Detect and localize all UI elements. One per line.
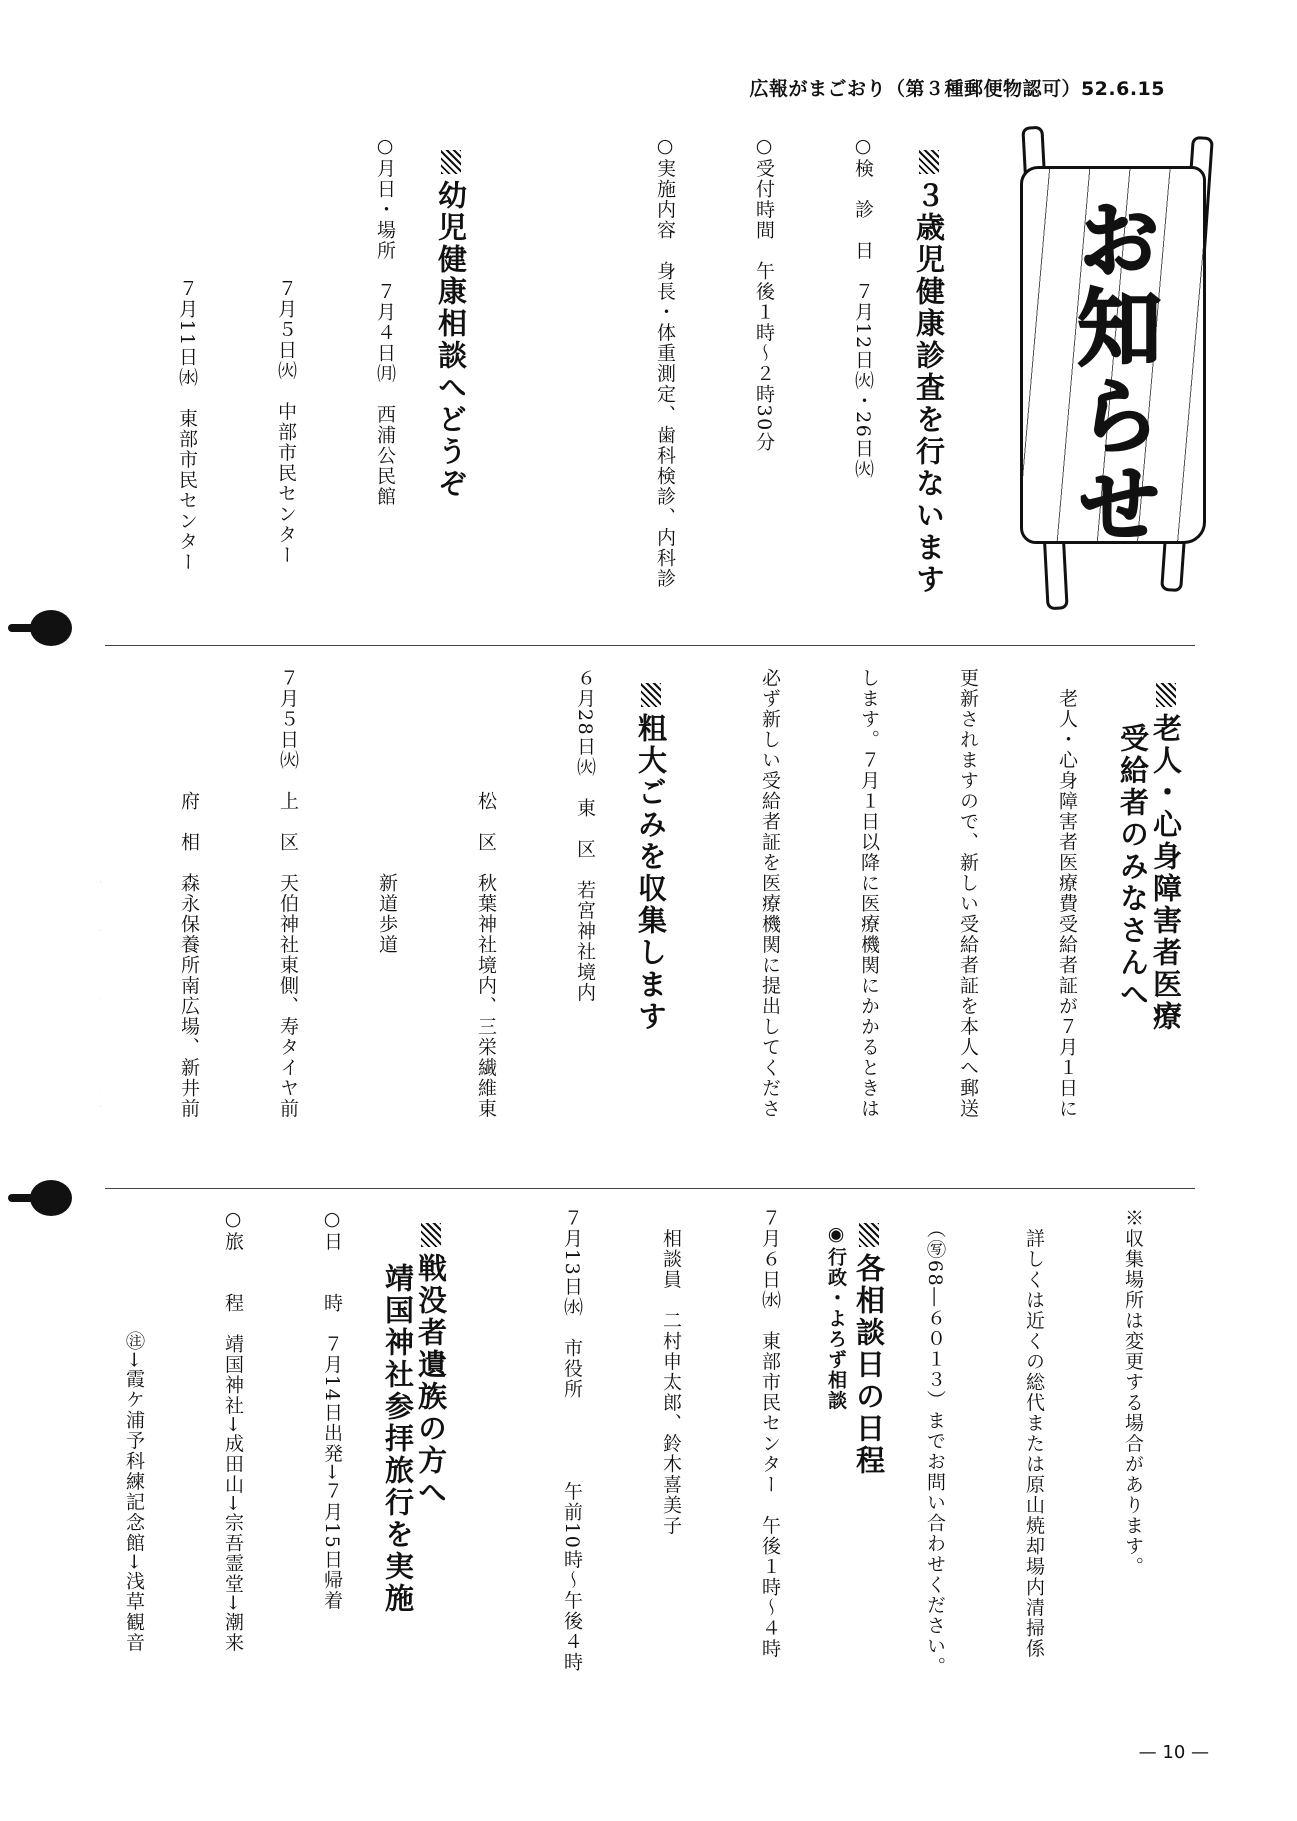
text-line: 新道歩道 <box>376 668 398 955</box>
section-title: 幼児健康相談へどうぞ <box>434 150 468 500</box>
text-line: （㊢68―６０１３）までお問い合わせください。 <box>924 1208 946 1677</box>
hatch-marker-icon <box>859 1223 879 1247</box>
text-line: 相談員 二村申太郎、鈴木喜美子 <box>660 1208 682 1536</box>
hatch-marker-icon <box>421 1223 441 1247</box>
hatch-marker-icon <box>641 683 661 707</box>
section-consultation-schedule <box>490 1208 1215 1728</box>
text-line: ７月５日㈫ 中部市民センター <box>275 135 297 566</box>
text-line: 詳しくは近くの総代または原山焼却場内清掃係 <box>1023 1208 1045 1659</box>
text-line <box>100 135 104 635</box>
section-title: ３歳児健康診査を行ないます <box>912 150 946 596</box>
text-line: ○実施内容 身長・体重測定、歯科検診、内科診 <box>654 135 676 589</box>
section-title: 粗大ごみを収集します <box>634 683 668 1033</box>
subsection-admin-consult: ◉行政・よろず相談 <box>825 1223 847 1411</box>
section-title: 戦没者遺族の方へ <box>414 1223 448 1509</box>
text-line: ○日 時 ７月14日出発→７月15日帰着 <box>321 1208 343 1611</box>
text-line <box>580 135 582 635</box>
text-line: 松 区 秋葉神社境内、三栄繊維東 <box>475 668 497 1119</box>
section-title-line2: 受給者のみなさんへ <box>1116 723 1150 1012</box>
text-line: ７月６日㈬ 東部市民センター 午後１時～４時 <box>759 1208 781 1659</box>
text-line: ○月日・場所 ７月４日㈪ 西浦公民館 <box>374 135 396 507</box>
section-toddler-checkup <box>580 135 978 635</box>
notice-title: お知らせ <box>1064 196 1162 548</box>
text-line: ６月28日㈫ 東 区 若宮神社境内 <box>574 668 596 1003</box>
divider-top <box>105 645 1195 646</box>
section-title: 老人・心身障害者医療 <box>1149 683 1183 1033</box>
section-title: 各相談日の日程 <box>852 1223 886 1477</box>
binder-hole-lower <box>30 1180 72 1216</box>
binder-hole-upper <box>30 610 72 646</box>
text-line: ㊟→霞ケ浦予科練記念館→浅草観音 <box>123 1208 145 1653</box>
text-line <box>100 668 106 1178</box>
section-infant-consultation <box>100 135 500 635</box>
text-line: ７月13日㈬ 市役所 午前10時～午後４時 <box>561 1208 583 1673</box>
text-line: ７月11日㈬ 東部市民センター <box>176 135 198 573</box>
text-line: 老人・心身障害者医療費受給者証が７月１日に <box>1056 668 1078 1119</box>
text-line: 更新されますので、新しい受給者証を本人へ郵送 <box>957 668 979 1119</box>
hatch-marker-icon <box>1156 683 1176 707</box>
newsletter-header: 広報がまごおり（第３種郵便物認可）52.6.15 <box>749 78 1165 100</box>
text-line: ○検 診 日 ７月12日㈫・26日㈫ <box>852 135 874 480</box>
notice-signboard <box>1000 126 1222 604</box>
text-line: ○旅 程 靖国神社→成田山→宗吾霊堂→潮来 <box>222 1208 244 1653</box>
hatch-marker-icon <box>441 150 461 174</box>
text-line: ○受付時間 午後１時～２時30分 <box>753 135 775 453</box>
section-medical-recipients <box>720 668 1215 1178</box>
text-line: 必ず新しい受給者証を医療機関に提出してくださ <box>759 668 781 1119</box>
divider-middle <box>105 1188 1195 1189</box>
section-war-bereaved-trip <box>100 1208 480 1728</box>
text-line: します。７月１日以降に医療機関にかかるときは <box>858 668 880 1119</box>
hatch-marker-icon <box>919 150 939 174</box>
page-number: — 10 — <box>1138 1742 1209 1763</box>
text-line: 府 相 森永保養所南広場、新井前 <box>178 668 200 1119</box>
text-line: ７月５日㈫ 上 区 天伯神社東側、寿タイヤ前 <box>277 668 299 1119</box>
section-title-line2: 靖国神社参拝旅行を実施 <box>381 1263 415 1616</box>
text-line: ※収集場所は変更する場合があります。 <box>1122 1208 1144 1577</box>
section-bulky-garbage <box>100 668 700 1178</box>
